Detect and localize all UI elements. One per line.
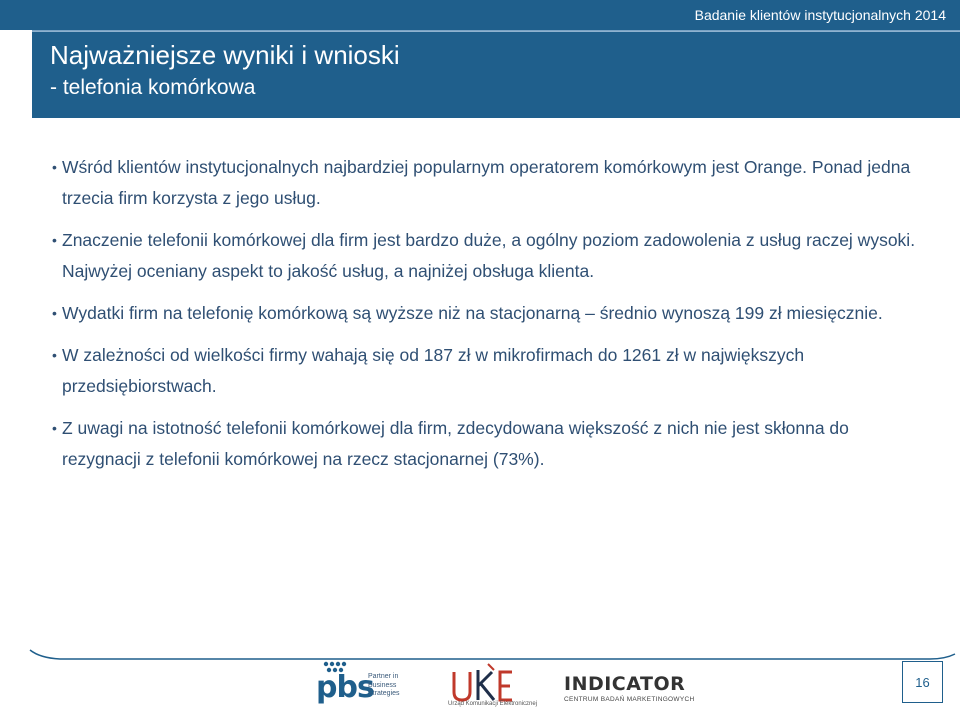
bullet-dot: • (52, 232, 57, 248)
finding-text: W zależności od wielkości firmy wahają się od 187 zł w mikrofirmach do 1261 zł w największych przedsiębiorstwach. (62, 345, 805, 396)
bullet-dot: • (52, 420, 57, 436)
pbs-wordmark: pbs (316, 670, 374, 705)
finding-item (52, 152, 922, 214)
title-banner-divider (32, 31, 960, 32)
findings-list (52, 152, 922, 486)
finding-text: Wśród klientów instytucjonalnych najbardziej popularnym operatorem komórkowym jest Orange. Ponad jedna trzecia firm korzysta z jego usług. (62, 157, 911, 208)
bullet-dot: • (52, 305, 57, 321)
slide-title: Najważniejsze wyniki i wnioski (50, 40, 400, 70)
uke-caption: Urząd Komunikacji Elektronicznej (448, 701, 538, 707)
finding-text: Wydatki firm na telefonię komórkową są wyższe niż na stacjonarną – średnio wynoszą 199 zł miesięcznie. (62, 303, 883, 323)
finding-item (52, 298, 922, 329)
indicator-logo-wordmark: INDICATOR (564, 673, 686, 695)
finding-text: Znaczenie telefonii komórkowej dla firm jest bardzo duże, a ogólny poziom zadowolenia z usług raczej wysoki. Najwyżej oceniany aspekt to jakość usług, a najniżej obsługa klienta. (62, 230, 916, 281)
pbs-tagline (368, 673, 418, 699)
page-number-box (902, 661, 943, 703)
pbs-tagline-line: Strategies (368, 690, 400, 697)
bullet-dot: • (52, 347, 57, 363)
finding-text: Z uwagi na istotność telefonii komórkowej dla firm, zdecydowana większość z nich nie jest skłonna do rezygnacji z telefonii komórkowej na rzecz stacjonarnej (73%). (62, 418, 849, 469)
survey-label: Badanie klientów instytucjonalnych 2014 (694, 7, 946, 23)
finding-item (52, 225, 922, 287)
title-banner (32, 30, 960, 118)
finding-item (52, 340, 922, 402)
pbs-tagline-line: Business (368, 681, 397, 689)
bullet-dot: • (52, 159, 57, 175)
pbs-tagline-line: Partner in (368, 673, 399, 680)
slide-subtitle: - telefonia komórkowa (50, 76, 256, 99)
finding-item (52, 413, 922, 475)
page-number: 16 (915, 674, 930, 690)
indicator-logo-subtitle: CENTRUM BADAŃ MARKETINGOWYCH (564, 696, 695, 703)
top-strip (0, 0, 960, 30)
